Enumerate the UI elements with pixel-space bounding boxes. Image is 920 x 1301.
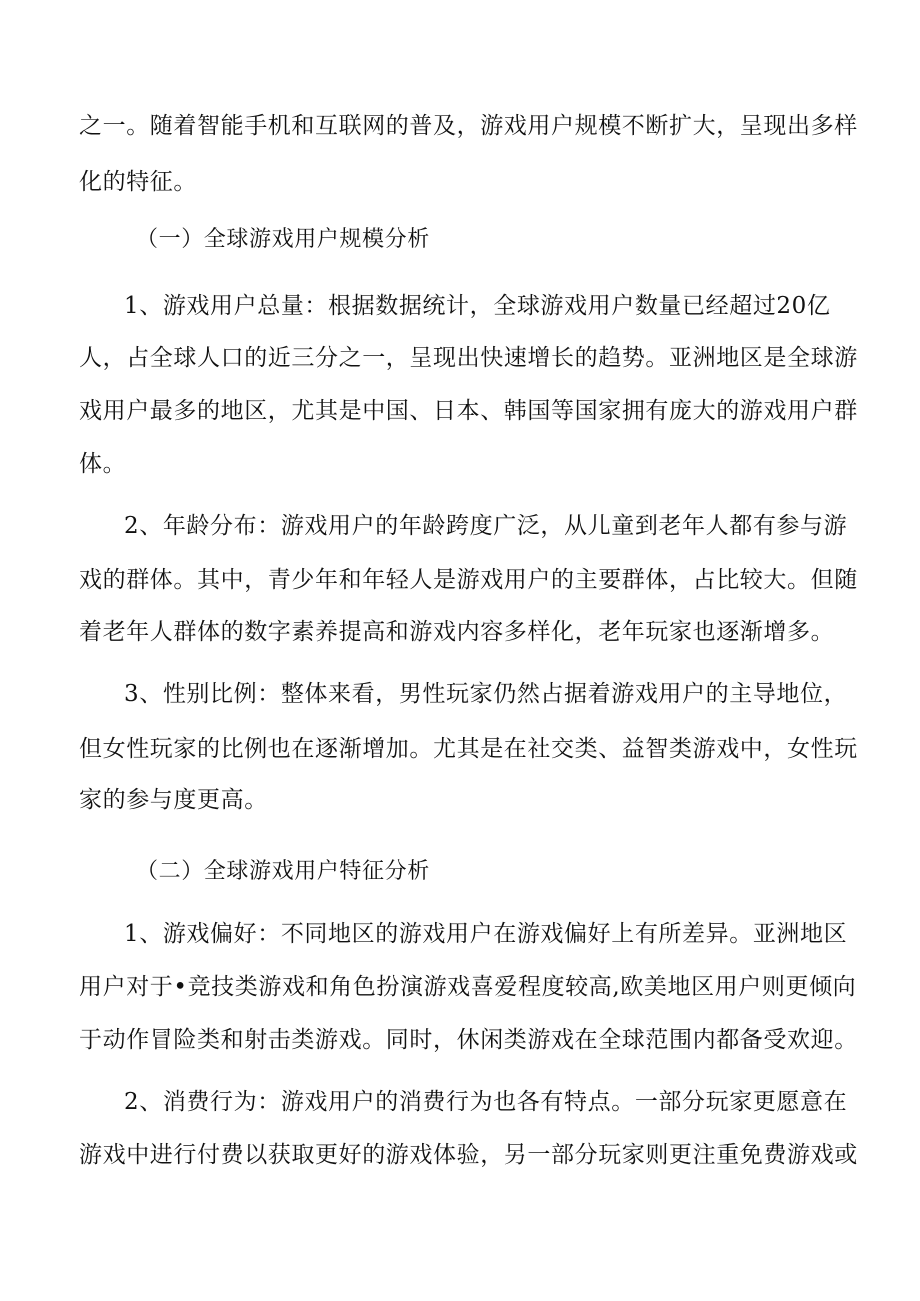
text-line: 但女性玩家的比例也在逐渐增加。尤其是在社交类、益智类游戏中，女性玩 xyxy=(79,736,858,762)
text-line: 戏的群体。其中，青少年和年轻人是游戏用户的主要群体，占比较大。但随 xyxy=(79,567,858,593)
text-line: 人，占全球人口的近三分之一，呈现出快速增长的趋势。亚洲地区是全球游 xyxy=(79,345,858,371)
text-line: 1、游戏用户总量：根据数据统计，全球游戏用户数量已经超过20亿 xyxy=(124,293,831,319)
text-line: 体。 xyxy=(79,451,127,477)
text-line: 着老年人群体的数字素养提高和游戏内容多样化，老年玩家也逐渐增多。 xyxy=(79,619,835,645)
text-line: 戏用户最多的地区，尤其是中国、日本、韩国等国家拥有庞大的游戏用户群 xyxy=(79,398,858,424)
text-line: 于动作冒险类和射击类游戏。同时，休闲类游戏在全球范围内都备受欢迎。 xyxy=(79,1027,858,1053)
text-line: 化的特征。 xyxy=(79,169,197,195)
text-line: 1、游戏偏好：不同地区的游戏用户在游戏偏好上有所差异。亚洲地区 xyxy=(124,921,848,947)
text-line: 用户对于•竞技类游戏和角色扮演游戏喜爱程度较高,欧美地区用户则更倾向 xyxy=(79,974,857,1000)
section-heading: （一）全球游戏用户规模分析 xyxy=(136,227,430,252)
text-line: 之一。随着智能手机和互联网的普及，游戏用户规模不断扩大，呈现出多样 xyxy=(79,113,858,139)
section-heading: （二）全球游戏用户特征分析 xyxy=(136,859,430,884)
text-line: 游戏中进行付费以获取更好的游戏体验，另一部分玩家则更注重免费游戏或 xyxy=(79,1142,858,1168)
text-line: 3、性别比例：整体来看，男性玩家仍然占据着游戏用户的主导地位， xyxy=(124,681,848,707)
text-line: 家的参与度更高。 xyxy=(79,787,268,813)
text-line: 2、消费行为：游戏用户的消费行为也各有特点。一部分玩家更愿意在 xyxy=(124,1089,848,1115)
text-line: 2、年龄分布：游戏用户的年龄跨度广泛，从儿童到老年人都有参与游 xyxy=(124,513,848,539)
